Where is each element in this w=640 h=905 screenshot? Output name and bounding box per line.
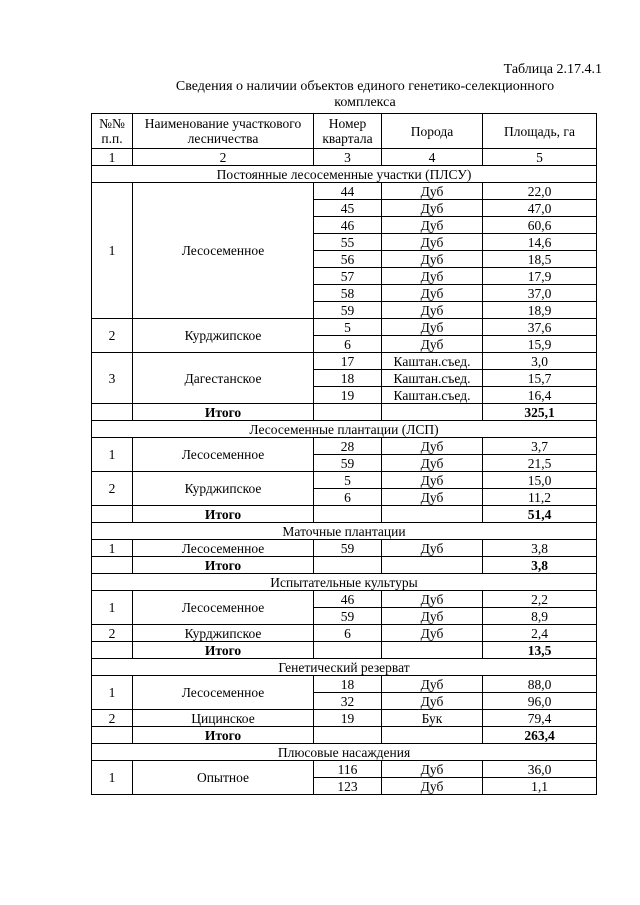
breed: Дуб: [382, 302, 483, 319]
row-number: 1: [92, 438, 133, 472]
quarter-number: 6: [314, 336, 382, 353]
header-forestry: Наименование участкового лесничества: [133, 114, 314, 149]
total-empty: [314, 727, 382, 744]
area: 22,0: [483, 183, 597, 200]
total-value: 13,5: [483, 642, 597, 659]
area: 3,8: [483, 540, 597, 557]
breed: Дуб: [382, 625, 483, 642]
area: 17,9: [483, 268, 597, 285]
breed: Дуб: [382, 778, 483, 795]
header-num: №№ п.п.: [92, 114, 133, 149]
table-number: Таблица 2.17.4.1: [503, 62, 602, 77]
total-empty: [92, 506, 133, 523]
total-row: [92, 642, 597, 659]
quarter-number: 44: [314, 183, 382, 200]
row-number: 1: [92, 183, 133, 319]
row-number: 2: [92, 319, 133, 353]
area: 14,6: [483, 234, 597, 251]
quarter-number: 46: [314, 217, 382, 234]
quarter-number: 32: [314, 693, 382, 710]
table-row: [92, 625, 597, 642]
table-row: [92, 438, 597, 455]
quarter-number: 59: [314, 608, 382, 625]
forestry-name: Лесосеменное: [133, 676, 314, 710]
quarter-number: 59: [314, 302, 382, 319]
column-number: 1: [92, 149, 133, 166]
forestry-name: Курджипское: [133, 625, 314, 642]
forestry-name: Опытное: [133, 761, 314, 795]
column-number: 2: [133, 149, 314, 166]
breed: Дуб: [382, 438, 483, 455]
section-title: Постоянные лесосеменные участки (ПЛСУ): [92, 166, 597, 183]
table-row: [92, 676, 597, 693]
quarter-number: 18: [314, 676, 382, 693]
forestry-name: Цицинское: [133, 710, 314, 727]
area: 2,2: [483, 591, 597, 608]
total-label: Итого: [133, 506, 314, 523]
table-row: [92, 472, 597, 489]
row-number: 2: [92, 472, 133, 506]
breed: Дуб: [382, 217, 483, 234]
area: 3,7: [483, 438, 597, 455]
quarter-number: 59: [314, 540, 382, 557]
quarter-number: 5: [314, 319, 382, 336]
total-label: Итого: [133, 642, 314, 659]
area: 15,9: [483, 336, 597, 353]
section-title-row: [92, 574, 597, 591]
table-row: [92, 183, 597, 200]
total-value: 51,4: [483, 506, 597, 523]
quarter-number: 56: [314, 251, 382, 268]
total-empty: [382, 642, 483, 659]
table-row: [92, 761, 597, 778]
area: 1,1: [483, 778, 597, 795]
breed: Дуб: [382, 336, 483, 353]
section-title-row: [92, 523, 597, 540]
total-empty: [92, 557, 133, 574]
total-empty: [382, 404, 483, 421]
quarter-number: 123: [314, 778, 382, 795]
quarter-number: 19: [314, 710, 382, 727]
total-empty: [314, 557, 382, 574]
area: 15,0: [483, 472, 597, 489]
table-row: [92, 319, 597, 336]
row-number: 2: [92, 625, 133, 642]
breed: Дуб: [382, 489, 483, 506]
quarter-number: 28: [314, 438, 382, 455]
total-empty: [92, 642, 133, 659]
quarter-number: 45: [314, 200, 382, 217]
total-value: 263,4: [483, 727, 597, 744]
breed: Дуб: [382, 285, 483, 302]
breed: Бук: [382, 710, 483, 727]
header-quarter: Номер квартала: [314, 114, 382, 149]
breed: Дуб: [382, 455, 483, 472]
total-row: [92, 727, 597, 744]
row-number: 1: [92, 761, 133, 795]
quarter-number: 6: [314, 625, 382, 642]
row-number: 1: [92, 591, 133, 625]
total-empty: [92, 404, 133, 421]
area: 21,5: [483, 455, 597, 472]
header-breed: Порода: [382, 114, 483, 149]
breed: Дуб: [382, 200, 483, 217]
section-title-row: [92, 659, 597, 676]
section-title-row: [92, 744, 597, 761]
row-number: 1: [92, 540, 133, 557]
quarter-number: 6: [314, 489, 382, 506]
forest-objects-table: [91, 113, 597, 795]
breed: Каштан.съед.: [382, 370, 483, 387]
breed: Дуб: [382, 268, 483, 285]
total-label: Итого: [133, 557, 314, 574]
section-title: Плюсовые насаждения: [92, 744, 597, 761]
total-value: 325,1: [483, 404, 597, 421]
forestry-name: Лесосеменное: [133, 591, 314, 625]
forestry-name: Лесосеменное: [133, 540, 314, 557]
area: 11,2: [483, 489, 597, 506]
header-area: Площадь, га: [483, 114, 597, 149]
area: 37,6: [483, 319, 597, 336]
total-empty: [382, 506, 483, 523]
section-title-row: [92, 421, 597, 438]
forestry-name: Курджипское: [133, 319, 314, 353]
area: 88,0: [483, 676, 597, 693]
breed: Дуб: [382, 761, 483, 778]
area: 8,9: [483, 608, 597, 625]
section-title-row: [92, 166, 597, 183]
quarter-number: 5: [314, 472, 382, 489]
total-empty: [382, 557, 483, 574]
breed: Дуб: [382, 183, 483, 200]
total-label: Итого: [133, 727, 314, 744]
total-row: [92, 404, 597, 421]
forestry-name: Курджипское: [133, 472, 314, 506]
forestry-name: Лесосеменное: [133, 438, 314, 472]
table-row: [92, 591, 597, 608]
table-row: [92, 353, 597, 370]
area: 37,0: [483, 285, 597, 302]
header-row: [92, 114, 597, 149]
area: 79,4: [483, 710, 597, 727]
row-number: 1: [92, 676, 133, 710]
total-empty: [92, 727, 133, 744]
table-title: Сведения о наличии объектов единого генетико-селекционного комплекса: [175, 79, 555, 110]
quarter-number: 116: [314, 761, 382, 778]
area: 2,4: [483, 625, 597, 642]
total-label: Итого: [133, 404, 314, 421]
column-number: 4: [382, 149, 483, 166]
area: 36,0: [483, 761, 597, 778]
area: 60,6: [483, 217, 597, 234]
total-empty: [314, 506, 382, 523]
total-empty: [382, 727, 483, 744]
total-row: [92, 557, 597, 574]
quarter-number: 19: [314, 387, 382, 404]
breed: Дуб: [382, 319, 483, 336]
area: 15,7: [483, 370, 597, 387]
area: 3,0: [483, 353, 597, 370]
table-row: [92, 710, 597, 727]
total-row: [92, 506, 597, 523]
quarter-number: 46: [314, 591, 382, 608]
breed: Дуб: [382, 251, 483, 268]
breed: Каштан.съед.: [382, 353, 483, 370]
quarter-number: 17: [314, 353, 382, 370]
section-title: Генетический резерват: [92, 659, 597, 676]
quarter-number: 18: [314, 370, 382, 387]
breed: Дуб: [382, 234, 483, 251]
area: 18,9: [483, 302, 597, 319]
breed: Каштан.съед.: [382, 387, 483, 404]
row-number: 2: [92, 710, 133, 727]
quarter-number: 55: [314, 234, 382, 251]
section-title: Маточные плантации: [92, 523, 597, 540]
total-empty: [314, 404, 382, 421]
breed: Дуб: [382, 693, 483, 710]
area: 96,0: [483, 693, 597, 710]
breed: Дуб: [382, 472, 483, 489]
forestry-name: Лесосеменное: [133, 183, 314, 319]
quarter-number: 57: [314, 268, 382, 285]
row-number: 3: [92, 353, 133, 404]
breed: Дуб: [382, 676, 483, 693]
column-number: 5: [483, 149, 597, 166]
quarter-number: 58: [314, 285, 382, 302]
column-number: 3: [314, 149, 382, 166]
section-title: Лесосеменные плантации (ЛСП): [92, 421, 597, 438]
forestry-name: Дагестанское: [133, 353, 314, 404]
section-title: Испытательные культуры: [92, 574, 597, 591]
total-value: 3,8: [483, 557, 597, 574]
area: 18,5: [483, 251, 597, 268]
breed: Дуб: [382, 608, 483, 625]
column-number-row: [92, 149, 597, 166]
breed: Дуб: [382, 540, 483, 557]
table-row: [92, 540, 597, 557]
breed: Дуб: [382, 591, 483, 608]
area: 16,4: [483, 387, 597, 404]
area: 47,0: [483, 200, 597, 217]
total-empty: [314, 642, 382, 659]
quarter-number: 59: [314, 455, 382, 472]
